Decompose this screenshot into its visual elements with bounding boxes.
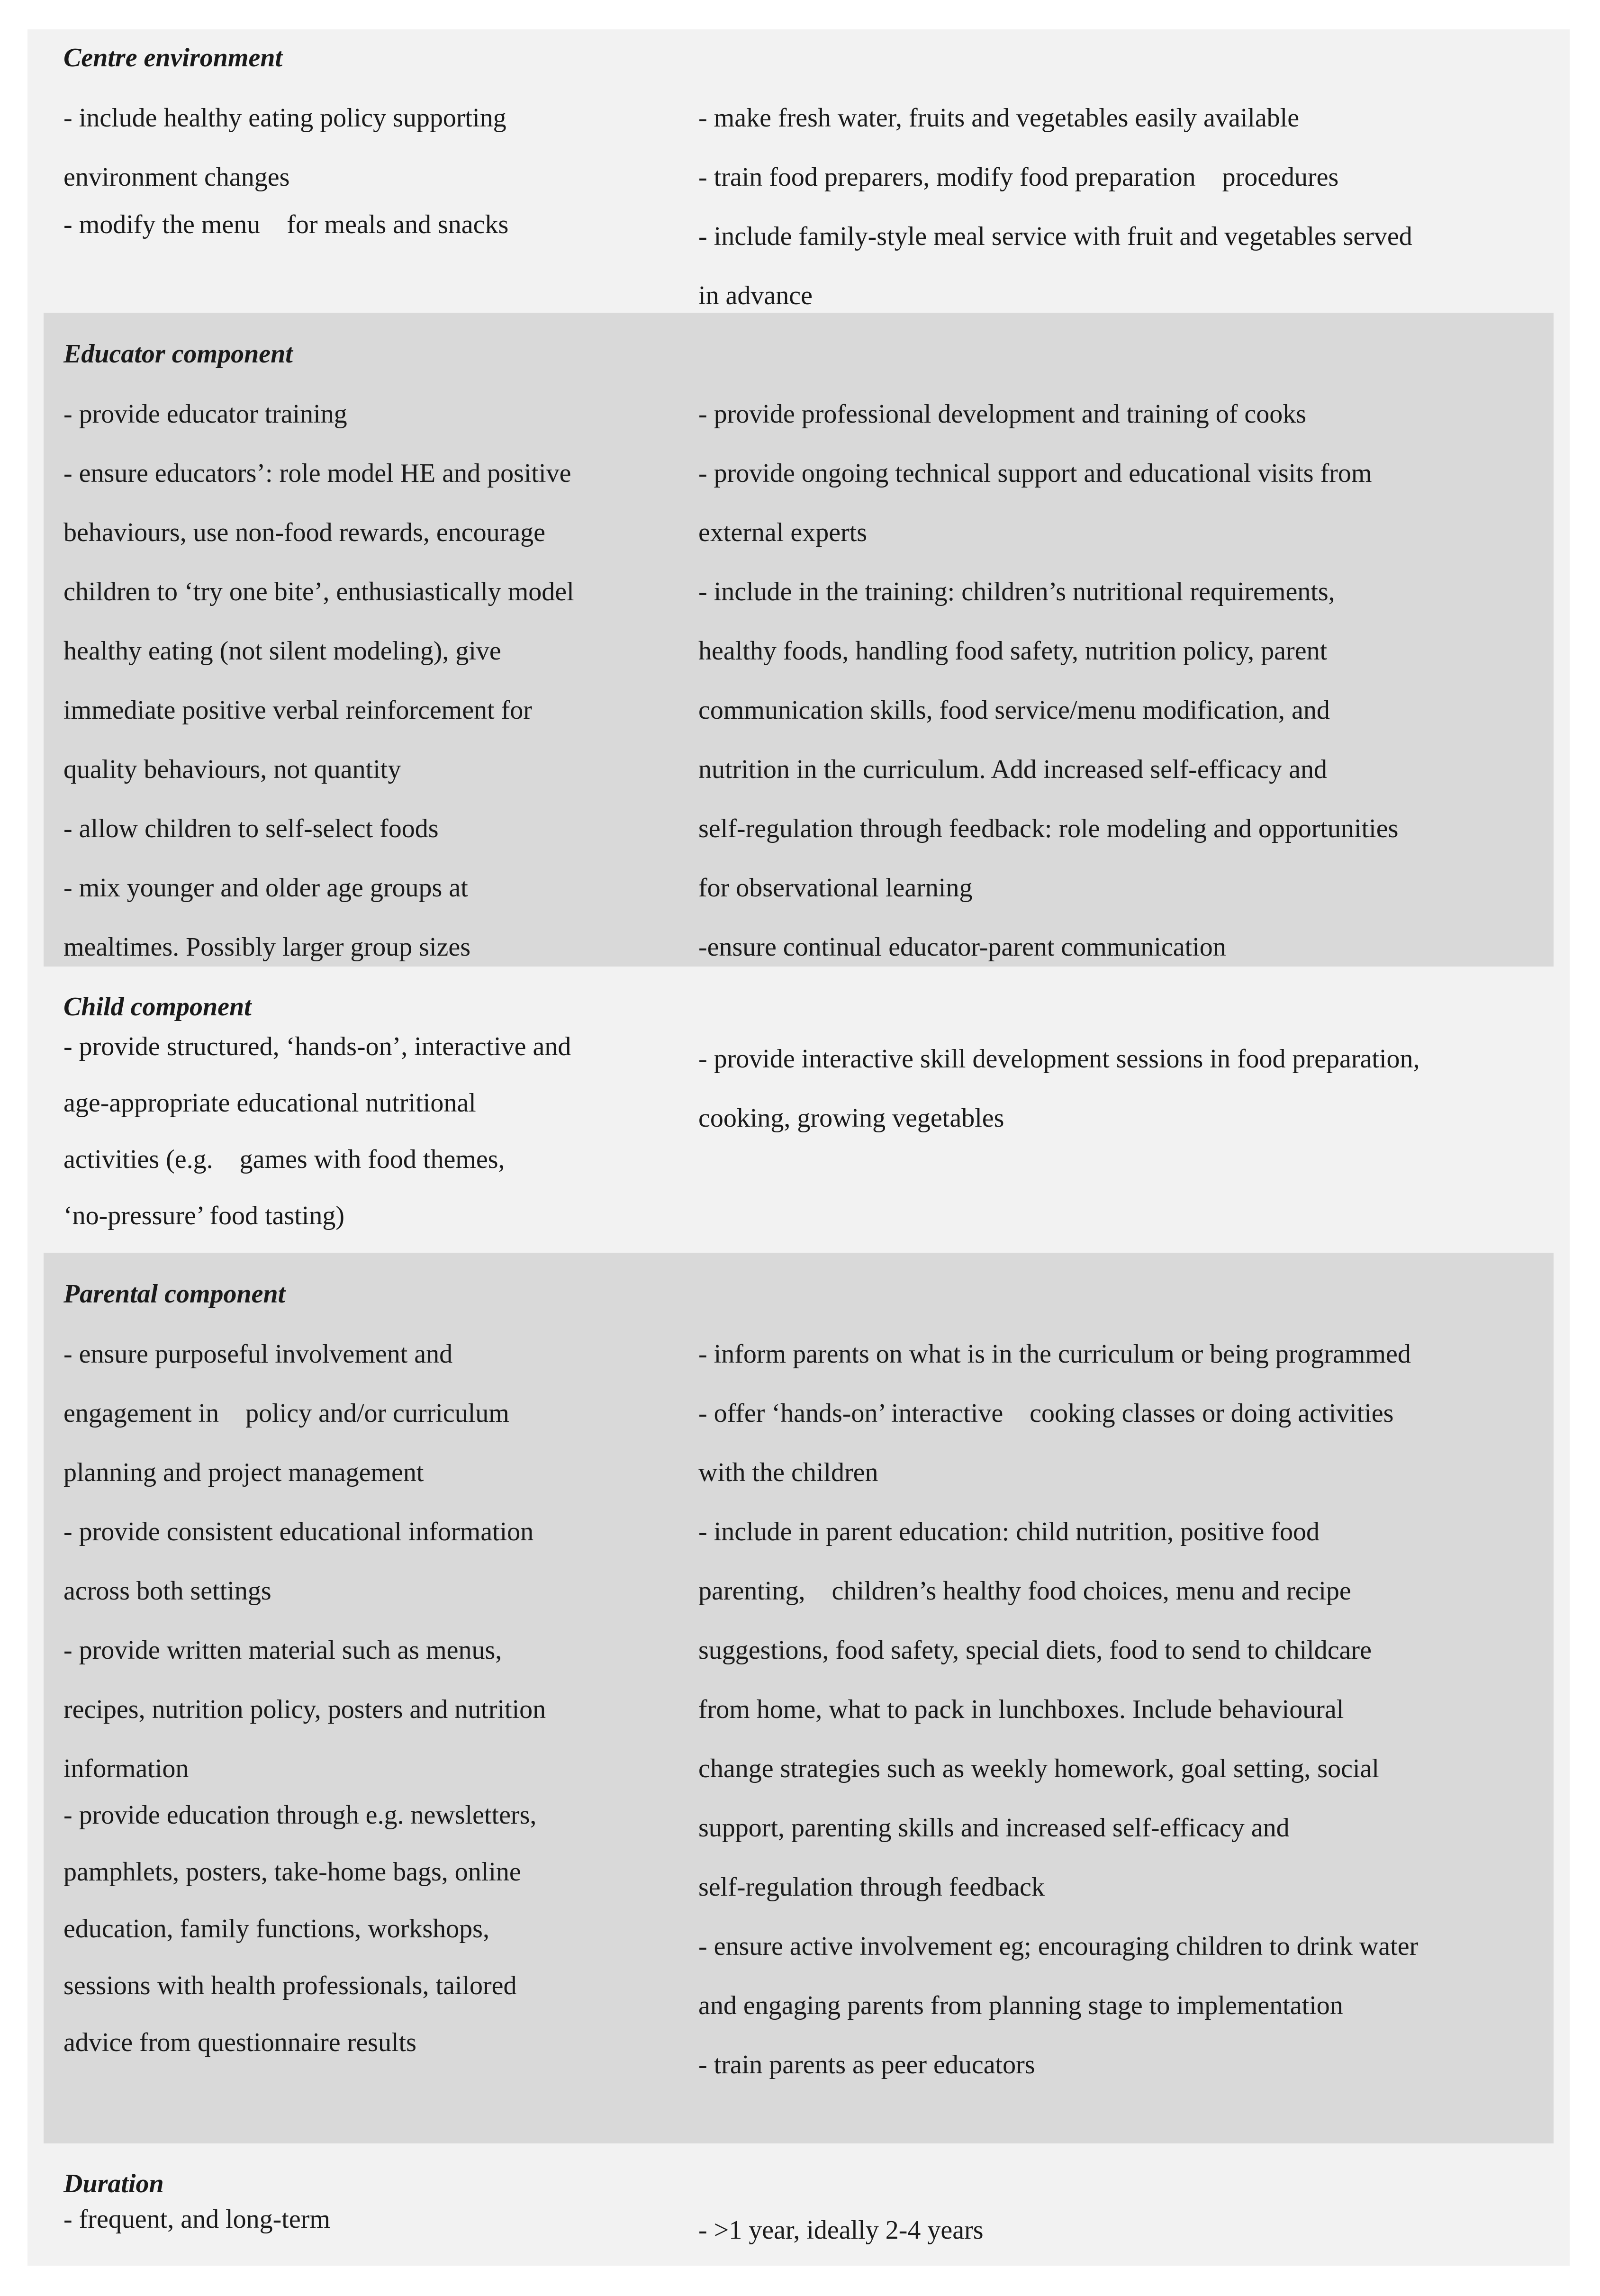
list-item: - offer ‘hands-on’ interactive cooking classes or doing activities with the children — [698, 1399, 1394, 1487]
left-column — [63, 1325, 670, 2071]
list-item: - frequent, and long-term — [63, 2205, 330, 2234]
left-column — [63, 1019, 670, 1244]
list-item: - include in the training: children’s nutritional requirements, healthy foods, handling food safety, nutrition policy, parent communication skills, food service/menu modification, and nutrition in the curriculum. Add increased self-efficacy and self-regulation through feedback: role modeling and opportunities for observational learning — [698, 577, 1399, 903]
left-column — [63, 385, 670, 977]
section-title: Centre environment — [63, 43, 283, 72]
list-item: - >1 year, ideally 2-4 years — [698, 2215, 984, 2245]
right-column — [698, 385, 1551, 977]
section-educator-component — [44, 313, 1554, 967]
right-column — [698, 1325, 1551, 2095]
section-title: Parental component — [63, 1279, 286, 1309]
list-item: - allow children to self-select foods — [63, 814, 439, 843]
left-column — [63, 89, 670, 254]
section-title: Duration — [63, 2169, 164, 2198]
list-item: - ensure educators’: role model HE and positive behaviours, use non-food rewards, encourage children to ‘try one bite’, enthusiastically model healthy eating (not silent modeling), give immediate positive verbal reinforcement for quality behaviours, not quantity — [63, 459, 574, 784]
list-item: - include healthy eating policy supporting environment changes — [63, 103, 506, 192]
left-column — [63, 2196, 670, 2243]
list-item: - train food preparers, modify food preparation procedures — [698, 163, 1339, 192]
right-column — [698, 89, 1551, 325]
list-item: - ensure purposeful involvement and engagement in policy and/or curriculum planning and project management — [63, 1339, 509, 1487]
right-column — [698, 2206, 1551, 2254]
right-column — [698, 1030, 1551, 1148]
list-item: - include in parent education: child nutrition, positive food parenting, children’s healthy food choices, menu and recipe suggestions, food safety, special diets, food to send to childcare from home, what to pack in lunchboxes. Include behavioural change strategies such as weekly homework, goal setting, social support, parenting skills and increased self-efficacy and self-regulation through feedback — [698, 1517, 1379, 1902]
list-item: - mix younger and older age groups at mealtimes. Possibly larger group sizes — [63, 873, 471, 962]
list-item: - make fresh water, fruits and vegetables easily available — [698, 103, 1300, 133]
list-item: - provide ongoing technical support and educational visits from external experts — [698, 459, 1372, 547]
section-centre-environment — [27, 29, 1570, 313]
section-title: Educator component — [63, 339, 293, 369]
list-item: - train parents as peer educators — [698, 2050, 1035, 2079]
section-parental-component — [44, 1253, 1554, 2143]
list-item: - provide educator training — [63, 399, 347, 429]
list-item: - provide structured, ‘hands-on’, interactive and age-appropriate educational nutritional activities (e.g. games with food themes, ‘no-pressure’ food tasting) — [63, 1032, 571, 1230]
section-child-component — [27, 967, 1570, 1253]
list-item: - inform parents on what is in the curriculum or being programmed — [698, 1339, 1411, 1369]
list-item: - ensure active involvement eg; encouraging children to drink water and engaging parents from planning stage to implementation — [698, 1932, 1419, 2020]
list-item: - provide consistent educational information across both settings — [63, 1517, 534, 1606]
list-item: - modify the menu for meals and snacks — [63, 210, 509, 239]
list-item: -ensure continual educator-parent communication — [698, 932, 1226, 962]
recommendations-table — [27, 29, 1570, 2266]
section-title: Child component — [63, 992, 252, 1021]
list-item: - provide education through e.g. newsletters, pamphlets, posters, take-home bags, online education, family functions, workshops, sessions with health professionals, tailored advice from questionnaire results — [63, 1800, 537, 2057]
section-duration — [27, 2143, 1570, 2266]
list-item: - provide professional development and training of cooks — [698, 399, 1306, 429]
list-item: - include family-style meal service with fruit and vegetables served in advance — [698, 222, 1412, 310]
list-item: - provide written material such as menus, recipes, nutrition policy, posters and nutrition information — [63, 1636, 546, 1783]
list-item: - provide interactive skill development sessions in food preparation, cooking, growing vegetables — [698, 1044, 1420, 1133]
